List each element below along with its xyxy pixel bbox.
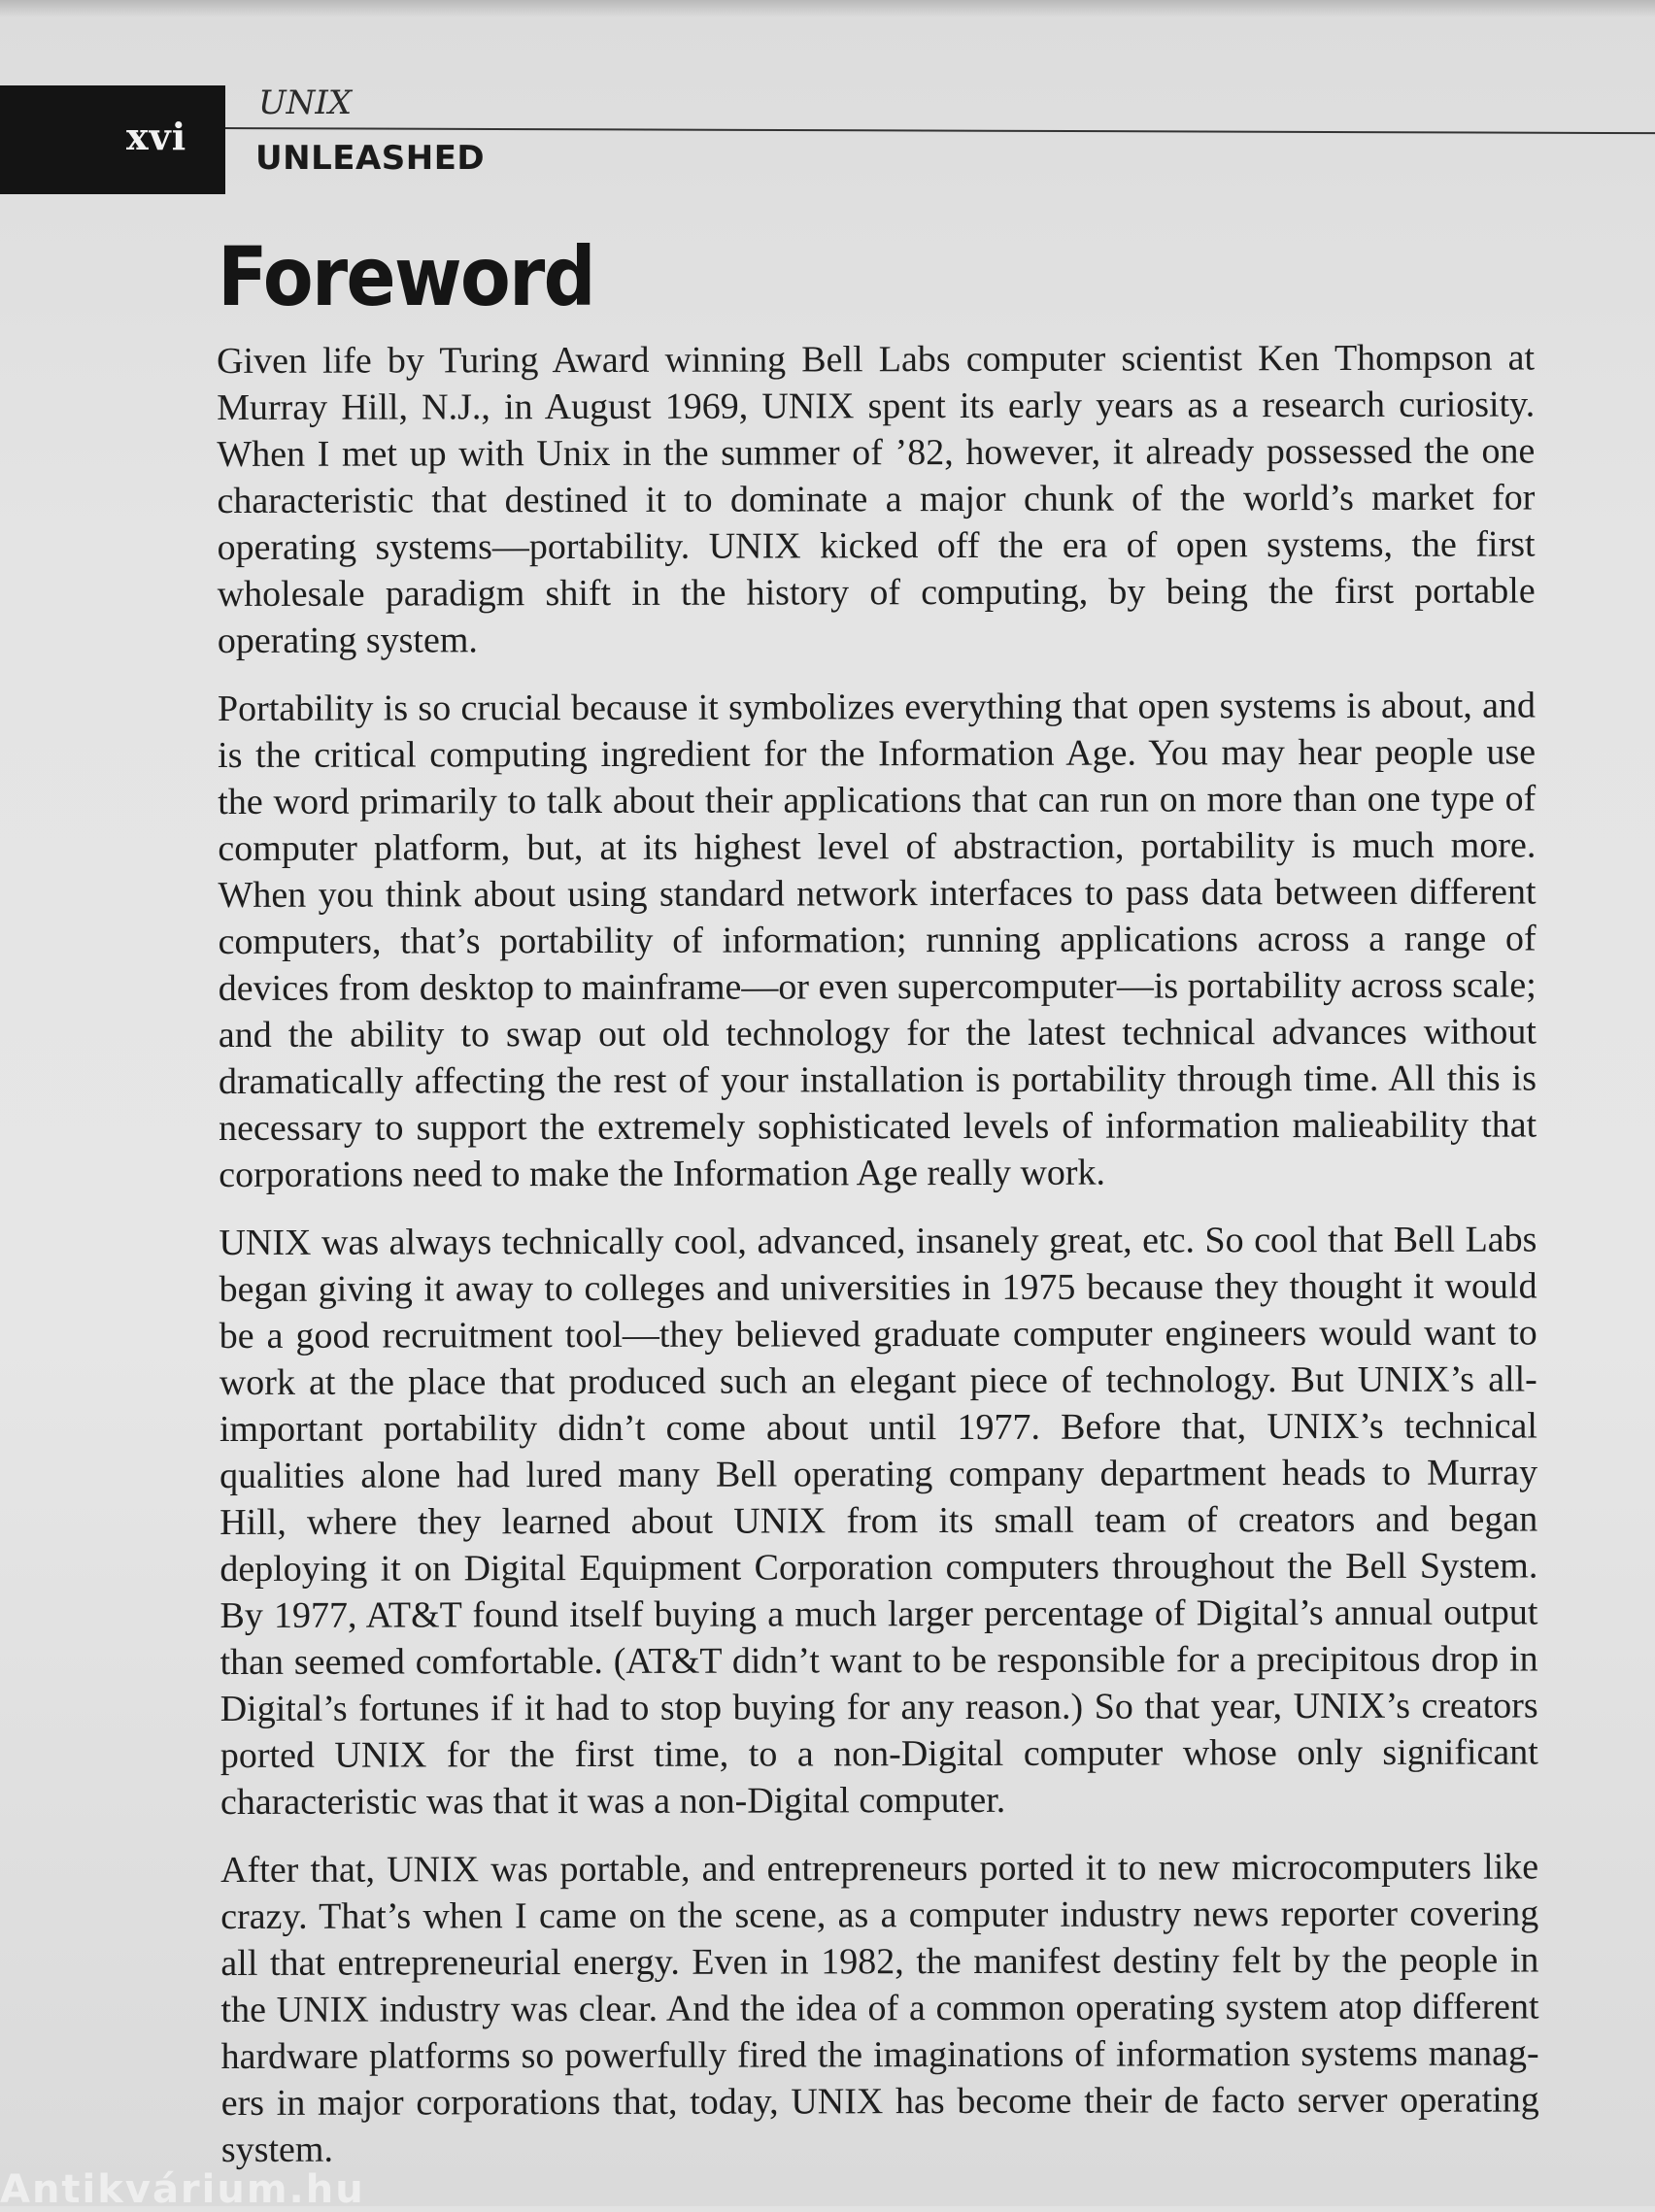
header-rule [225, 127, 1655, 134]
paragraph-4: After that, UNIX was portable, and entrepreneurs ported it to new microcomputers like crazy. That’s when I came on the scene, as a computer industry news reporter covering all that entrepreneurial energy. Even in 1982, the manifest destiny felt by the people in the UNIX industry was clear. And the idea of a common operating system atop different hardware platforms so powerfully fired the imaginations of information systems managers in major corporations that, today, UNIX has become their de facto server operating system. [220, 1846, 1539, 2170]
foreword-body [217, 334, 1539, 2195]
paragraph-3: UNIX was always technically cool, advanced, insanely great, etc. So cool that Bell Labs began giving it away to colleges and universities in 1975 because they thought it would be a good recruitment tool—they believed graduate computer engineers would want to work at the place that produced such an elegant piece of technology. But UNIX’s all-important portability didn’t come about until 1977. Before that, UNIX’s technical qualities alone had lured many Bell operating company department heads to Murray Hill, where they learned about UNIX from its small team of creators and began deploying it on Digital Equipment Corporation computers throughout the Bell System. By 1977, AT&T found itself buying a much larger percentage of Digital’s annual output than seemed comfortable. (AT&T didn’t want to be responsible for a precipitous drop in Digital’s fortunes if it had to stop buying for any reason.) So that year, UNIX’s creators ported UNIX for the first time, to a non-Digital computer whose only significant characteristic was that it was a non-Digital computer. [219, 1219, 1538, 1823]
running-header-series: UNIX [258, 84, 353, 122]
page-number: xvi [126, 115, 187, 158]
page-top-shadow [0, 0, 1655, 17]
section-title: Foreword [218, 229, 594, 324]
paragraph-2: Portability is so crucial because it symbolizes everything that open systems is about, and is the critical computing ingredient for the Information Age. You may hear people use the word primarily to talk about their applications that can run on more than one type of computer platform, but, at its highest level of abstraction, portability is much more. When you think about using standard network interfaces to pass data between different computers, that’s portability of information; running applications across a range of devices from desktop to mainframe—or even supercomputer—is portability across scale; and the ability to swap out old technology for the latest technical advances without dramatically affecting the rest of your installation is portability through time. All this is necessary to support the extremely sophisticated levels of information malieability that corporations need to make the Information Age really work. [217, 685, 1537, 1195]
page-number-tab [0, 85, 225, 194]
watermark: Antikvárium.hu [0, 2167, 365, 2212]
paragraph-1: Given life by Turing Award winning Bell Labs computer scientist Ken Thompson at Murray Hill, N.J., in August 1969, UNIX spent its early years as a research curiosity. When I met up with Unix in the summer of ’82, however, it already possessed the one characteristic that destined it to dominate a major chunk of the world’s market for operating systems—portability. UNIX kicked off the era of open systems, the first wholesale paradigm shift in the history of computing, by being the first portable operating system. [217, 337, 1536, 661]
running-header-subtitle: UNLEASHED [255, 139, 486, 178]
